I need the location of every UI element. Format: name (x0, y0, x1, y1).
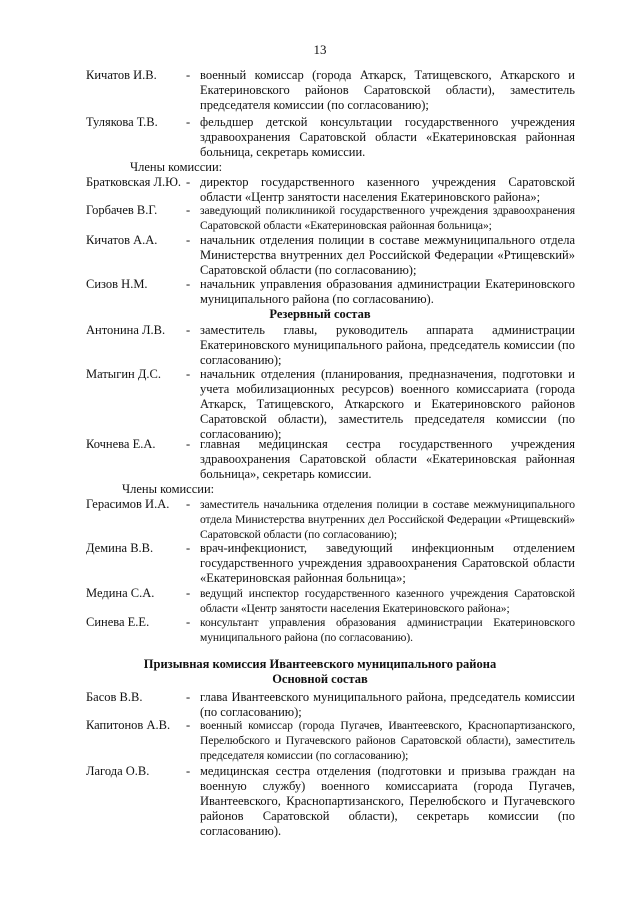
dash: - (186, 437, 191, 451)
dash: - (186, 115, 191, 129)
dash: - (186, 690, 191, 704)
member-role: начальник управления образования администрации Екатериновского муниципального района (по согласованию). (200, 277, 575, 306)
dash: - (186, 541, 191, 555)
member-role: военный комиссар (города Аткарск, Татищевского, Аткарского и Екатериновского районов Саратовской области), заместитель председателя комиссии (по согласованию); (200, 68, 575, 112)
dash: - (186, 367, 191, 381)
dash: - (186, 497, 191, 511)
dash: - (186, 764, 191, 778)
member-role: заместитель главы, руководитель аппарата администрации Екатериновского муниципального района, председатель комиссии (по согласованию); (200, 323, 575, 367)
member-role: фельдшер детской консультации государственного учреждения здравоохранения Саратовской области «Екатериновская районная больница, секретарь комиссии. (200, 115, 575, 159)
member-name: Басов В.В. (86, 690, 143, 704)
member-name: Братковская Л.Ю. (86, 175, 182, 189)
member-role: главная медицинская сестра государственного учреждения здравоохранения Саратовской области «Екатериновская районная больница», секретарь комиссии. (200, 437, 575, 481)
member-name: Кочнева Е.А. (86, 437, 156, 451)
dash: - (186, 68, 191, 82)
member-name: Сизов Н.М. (86, 277, 148, 291)
member-name: Синева Е.Е. (86, 615, 150, 629)
member-name: Антонина Л.В. (86, 323, 166, 337)
member-name: Герасимов И.А. (86, 497, 170, 511)
member-role: ведущий инспектор государственного казенного учреждения Саратовской области «Центр занятости населения Екатериновского района»; (200, 587, 575, 615)
member-name: Кичатов И.В. (86, 68, 157, 82)
member-name: Медина С.А. (86, 586, 155, 600)
member-role: консультант управления образования администрации Екатериновского муниципального района (по согласованию). (200, 616, 575, 644)
member-name: Тулякова Т.В. (86, 115, 158, 129)
dash: - (186, 233, 191, 247)
commission-heading: Призывная комиссия Ивантеевского муниципального района (143, 657, 497, 671)
member-role: врач-инфекционист, заведующий инфекционным отделением государственного учреждения здравоохранения Саратовской области «Екатериновская районная больница»; (200, 541, 575, 585)
member-role: заместитель начальника отделения полиции в составе межмуниципального отдела Министерства внутренних дел Российской Федерации «Ртищевский» Саратовской области (по согласованию); (200, 498, 575, 541)
dash: - (186, 615, 191, 629)
member-role: директор государственного казенного учреждения Саратовской области «Центр занятости населения Екатериновского района»; (200, 175, 575, 204)
member-name: Кичатов А.А. (86, 233, 158, 247)
dash: - (186, 203, 191, 217)
dash: - (186, 277, 191, 291)
member-name: Капитонов А.В. (86, 718, 171, 732)
page-number: 13 (313, 42, 327, 57)
member-role: военный комиссар (города Пугачев, Ивантеевского, Краснопартизанского, Перелюбского и Пугачевского районов Саратовской области), заместитель председателя комиссии (по согласованию); (200, 719, 575, 762)
member-name: Демина В.В. (86, 541, 154, 555)
reserve-heading: Резервный состав (269, 307, 371, 321)
dash: - (186, 718, 191, 732)
member-role: глава Ивантеевского муниципального района, председатель комиссии (по согласованию); (200, 690, 575, 719)
member-role: начальник отделения (планирования, предназначения, подготовки и учета мобилизационных ресурсов) военного комиссариата (города Аткарск, Татищевского, Аткарского и Екатериновского районов Саратовской области), заместитель председателя комиссии (по согласованию); (200, 367, 575, 441)
dash: - (186, 586, 191, 600)
members-label: Члены комиссии: (122, 482, 215, 496)
member-name: Матыгин Д.С. (86, 367, 161, 381)
member-role: начальник отделения полиции в составе межмуниципального отдела Министерства внутренних дел Российской Федерации «Ртищевский» Саратовской области (по согласованию); (200, 233, 575, 277)
members-label: Члены комиссии: (130, 160, 223, 174)
member-role: медицинская сестра отделения (подготовки и призыва граждан на военную службу) военного комиссариата (города Пугачев, Ивантеевского, Краснопартизанского, Перелюбского и Пугачевского районов Саратовской области), секретарь комиссии (по согласованию). (200, 764, 575, 838)
dash: - (186, 323, 191, 337)
member-role: заведующий поликлиникой государственного учреждения здравоохранения Саратовской области «Екатериновская районная больница»; (200, 204, 575, 232)
main-composition-heading: Основной состав (272, 672, 368, 686)
member-name: Горбачев В.Г. (86, 203, 158, 217)
member-name: Лагода О.В. (86, 764, 150, 778)
dash: - (186, 175, 191, 189)
